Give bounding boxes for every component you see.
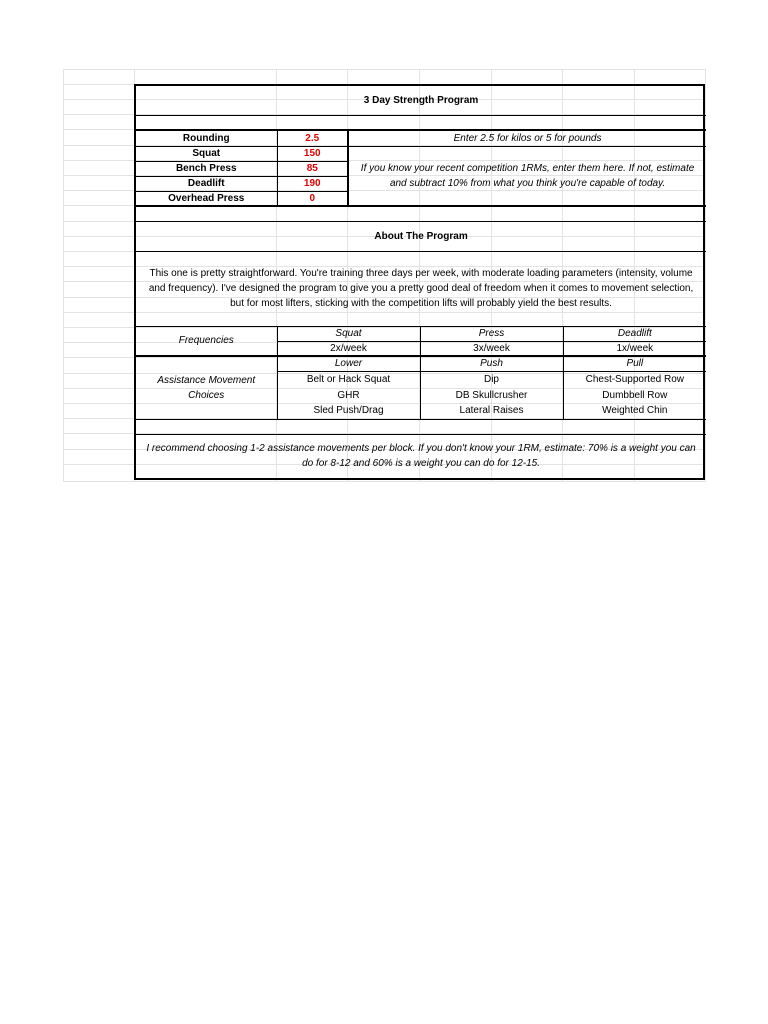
- assist-cell: Lateral Raises: [420, 403, 563, 419]
- assistance-label: Assistance Movement Choices: [136, 356, 277, 419]
- assist-cell: Sled Push/Drag: [277, 403, 420, 419]
- input-value-overhead-press[interactable]: 0: [277, 191, 348, 206]
- assist-category-lower: Lower: [277, 356, 420, 371]
- freq-value-press: 3x/week: [420, 341, 563, 356]
- input-label-overhead-press: Overhead Press: [136, 191, 277, 206]
- assist-category-push: Push: [420, 356, 563, 371]
- rounding-note: Enter 2.5 for kilos or 5 for pounds: [348, 130, 706, 146]
- assist-cell: Weighted Chin: [563, 403, 706, 419]
- input-value-deadlift[interactable]: 190: [277, 176, 348, 191]
- freq-value-squat: 2x/week: [277, 341, 420, 356]
- input-value-squat[interactable]: 150: [277, 146, 348, 161]
- program-table: [136, 86, 706, 478]
- input-label-deadlift: Deadlift: [136, 176, 277, 191]
- spacer-row: [136, 419, 706, 434]
- sheet-title: 3 Day Strength Program: [363, 94, 479, 106]
- freq-lift-press: Press: [420, 326, 563, 341]
- about-heading: About The Program: [136, 221, 706, 251]
- input-label-bench-press: Bench Press: [136, 161, 277, 176]
- freq-lift-squat: Squat: [277, 326, 420, 341]
- footer-note: I recommend choosing 1-2 assistance movements per block. If you don't know your 1RM, estimate: 70% is a weight you can do for 8-12 and 60% is a weight you can do for 12-15.: [146, 443, 696, 470]
- assist-cell: Chest-Supported Row: [585, 373, 684, 385]
- frequencies-label: Frequencies: [136, 326, 277, 356]
- freq-lift-deadlift: Deadlift: [563, 326, 706, 341]
- spacer-row: [136, 206, 706, 221]
- input-value-bench-press[interactable]: 85: [277, 161, 348, 176]
- input-value-rounding[interactable]: 2.5: [277, 130, 348, 146]
- assist-cell: Dip: [420, 371, 563, 387]
- rm-note: If you know your recent competition 1RMs, enter them here. If not, estimate and subtract 10% from what you think you're capable of today.: [348, 146, 706, 206]
- assist-cell: Belt or Hack Squat: [277, 371, 420, 387]
- assist-cell: Dumbbell Row: [602, 389, 668, 401]
- assist-category-pull: Pull: [563, 356, 706, 371]
- freq-value-deadlift: 1x/week: [563, 341, 706, 356]
- assist-cell: GHR: [277, 387, 420, 403]
- spacer-row: [136, 115, 706, 130]
- about-text: This one is pretty straightforward. You're training three days per week, with moderate loading parameters (intensity, volume and frequency). I've designed the program to give you a pretty good deal of freedom when it comes to movement selection, but for most lifters, sticking with the competition lifts will probably yield the best results.: [136, 251, 706, 326]
- input-label-squat: Squat: [136, 146, 277, 161]
- program-sheet: [134, 84, 705, 480]
- assist-cell: DB Skullcrusher: [420, 387, 563, 403]
- input-label-rounding: Rounding: [136, 130, 277, 146]
